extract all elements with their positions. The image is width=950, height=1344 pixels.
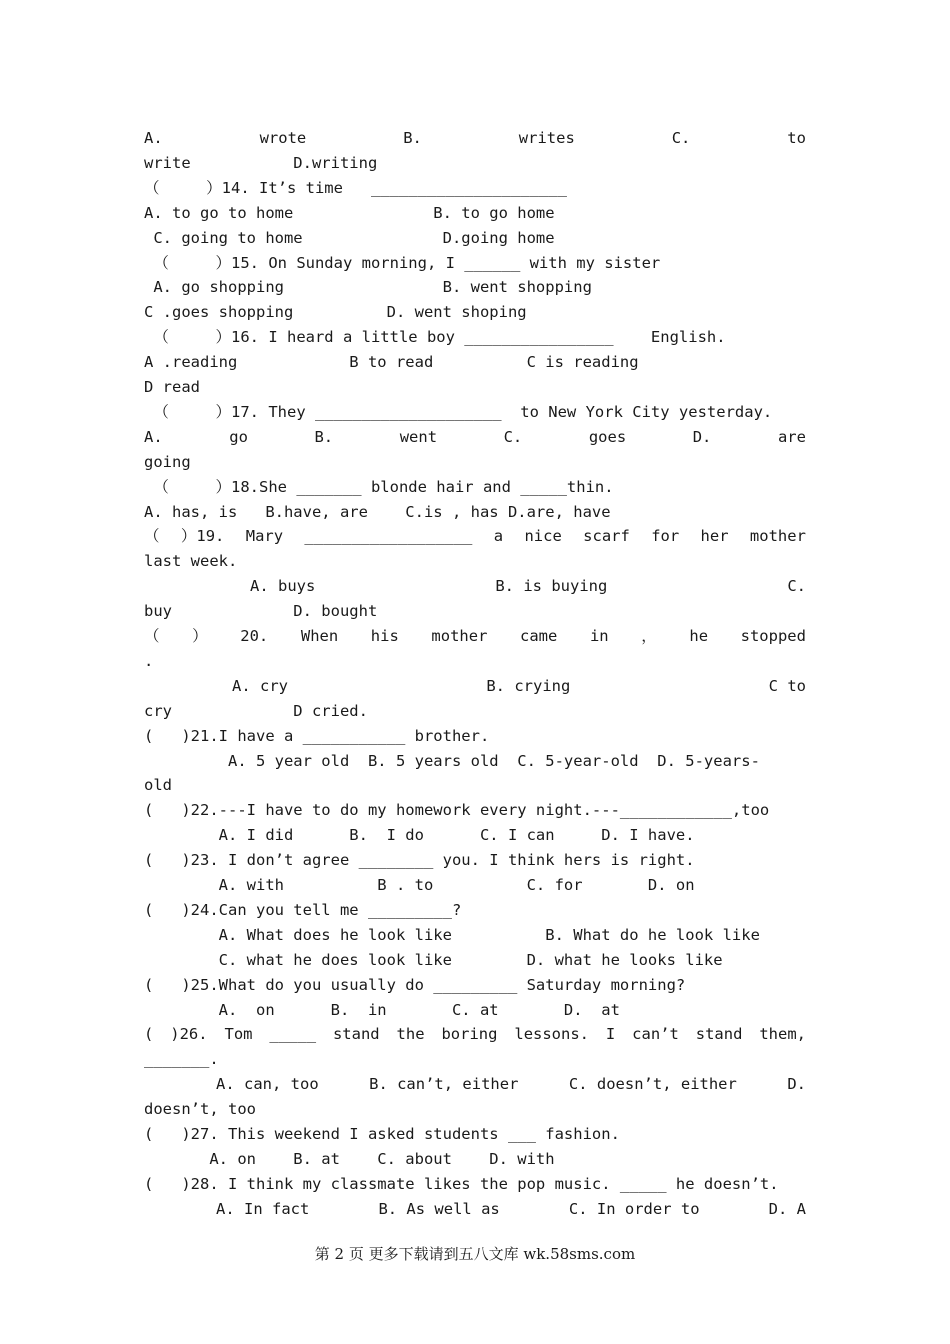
text-token: When <box>300 627 339 645</box>
text-token: the <box>396 1025 425 1043</box>
text-token: A. <box>144 428 163 446</box>
text-line: ( )22.---I have to do my homework every night.---____________,too <box>144 801 770 819</box>
text-token: mother <box>431 627 488 645</box>
text-token: mother <box>749 527 806 545</box>
text-token: I <box>605 1025 616 1043</box>
page-footer: 第 2 页 更多下载请到五八文库 wk.58sms.com <box>314 1245 636 1263</box>
text-token: C. In order to <box>568 1200 700 1218</box>
text-line: D read <box>144 378 200 396</box>
text-line: （ ）16. I heard a little boy ________________ English. <box>144 328 726 346</box>
text-line: doesn’t, too <box>144 1100 256 1118</box>
text-token: B. is buying <box>495 577 608 595</box>
text-token: B. crying <box>486 677 571 695</box>
text-line <box>144 126 806 151</box>
text-token: ）19. <box>180 527 225 545</box>
text-token: are <box>777 428 806 446</box>
text-line: （ ）18.She _______ blonde hair and _____thin. <box>144 478 614 496</box>
text-token: B. <box>403 129 422 147</box>
text-token: D. A <box>768 1200 806 1218</box>
text-token: came <box>520 627 558 645</box>
text-line: A. What does he look like B. What do he look like <box>144 926 760 944</box>
text-token: 20. <box>240 627 269 645</box>
text-line: C. going to home D.going home <box>144 229 555 247</box>
text-token: boring <box>441 1025 498 1043</box>
text-token: can’t <box>632 1025 679 1043</box>
text-token: B. <box>314 428 334 446</box>
text-line: last week. <box>144 552 238 570</box>
text-token: go <box>229 428 248 446</box>
text-line <box>216 1197 806 1222</box>
text-line: ( )21.I have a ___________ brother. <box>144 727 490 745</box>
text-line <box>216 1072 806 1097</box>
text-line: ( )28. I think my classmate likes the pop music. _____ he doesn’t. <box>144 1175 779 1193</box>
text-token: （ <box>144 627 160 645</box>
text-line: old <box>144 776 172 794</box>
text-token: )26. <box>170 1025 208 1043</box>
text-token: A. cry <box>232 677 288 695</box>
text-line: ( )27. This weekend I asked students ___ fashion. <box>144 1125 620 1143</box>
text-line: buy D. bought <box>144 602 378 620</box>
text-line: A. has, is B.have, are C.is , has D.are, have <box>144 503 611 521</box>
text-line: A. to go to home B. to go home <box>144 204 555 222</box>
text-token: lessons. <box>514 1025 590 1043</box>
text-line: （ ）17. They ____________________ to New York City yesterday. <box>144 403 773 421</box>
text-token: C. <box>503 428 523 446</box>
text-line: ( )25.What do you usually do _________ Saturday morning? <box>144 976 686 994</box>
text-token: nice <box>524 527 562 545</box>
text-token: A. <box>144 129 163 147</box>
text-line <box>232 674 806 699</box>
text-token: C. <box>671 129 691 147</box>
text-token: ( <box>144 1025 154 1043</box>
text-token: C. <box>787 577 806 595</box>
text-line <box>144 425 806 450</box>
text-line: _______. <box>144 1050 219 1068</box>
text-token: C to <box>768 677 806 695</box>
text-line: cry D cried. <box>144 702 368 720</box>
text-line: C. what he does look like D. what he looks like <box>144 951 723 969</box>
text-token: in <box>589 627 609 645</box>
text-line: A. on B. at C. about D. with <box>144 1150 555 1168</box>
text-token: C. doesn’t, either <box>568 1075 737 1093</box>
text-token: A. can, too <box>216 1075 319 1093</box>
text-token: _____ <box>269 1025 317 1043</box>
text-token: her <box>700 527 729 545</box>
text-line: （ ）14. It’s time _____________________ <box>144 179 567 197</box>
text-line <box>144 524 806 549</box>
text-line: A. 5 year old B. 5 years old C. 5-year-old D. 5-years- <box>144 752 760 770</box>
text-line <box>144 624 806 649</box>
text-token: D. <box>787 1075 806 1093</box>
text-token: a <box>493 527 504 545</box>
text-line: write D.writing <box>144 154 378 172</box>
text-token: wrote <box>259 129 307 147</box>
text-line: A. on B. in C. at D. at <box>144 1001 620 1019</box>
text-line: （ ）15. On Sunday morning, I ______ with my sister <box>144 254 661 272</box>
text-token: （ <box>144 527 160 545</box>
text-token: writes <box>518 129 575 147</box>
text-line: . <box>144 652 154 670</box>
text-token: B. As well as <box>378 1200 500 1218</box>
text-token: goes <box>588 428 627 446</box>
text-line: ( )23. I don’t agree ________ you. I think hers is right. <box>144 851 695 869</box>
text-line: A. with B . to C. for D. on <box>144 876 695 894</box>
text-line: ( )24.Can you tell me _________? <box>144 901 462 919</box>
text-line: A. go shopping B. went shopping <box>144 278 592 296</box>
text-token: stand <box>332 1025 380 1043</box>
text-token: Mary <box>245 527 284 545</box>
text-line: A. I did B. I do C. I can D. I have. <box>144 826 695 844</box>
text-token: A. buys <box>250 577 316 595</box>
text-token: them, <box>759 1025 806 1043</box>
text-line: A .reading B to read C is reading <box>144 353 639 371</box>
text-token: to <box>787 129 806 147</box>
text-token: B. can’t, either <box>369 1075 519 1093</box>
text-token: went <box>399 428 438 446</box>
text-token: __________________ <box>304 527 473 545</box>
text-token: D. <box>692 428 712 446</box>
text-token: Tom <box>224 1025 253 1043</box>
text-token: stand <box>695 1025 743 1043</box>
text-token: ， <box>641 627 657 645</box>
text-token: scarf <box>583 527 630 545</box>
text-line: C .goes shopping D. went shoping <box>144 303 527 321</box>
text-line <box>250 574 806 599</box>
text-token: he <box>689 627 709 645</box>
text-token: A. In fact <box>216 1200 310 1218</box>
text-line: going <box>144 453 191 471</box>
text-line <box>144 1022 806 1047</box>
text-token: for <box>651 527 680 545</box>
text-token: his <box>370 627 399 645</box>
text-token: stopped <box>740 627 806 645</box>
text-token: ） <box>192 627 208 645</box>
